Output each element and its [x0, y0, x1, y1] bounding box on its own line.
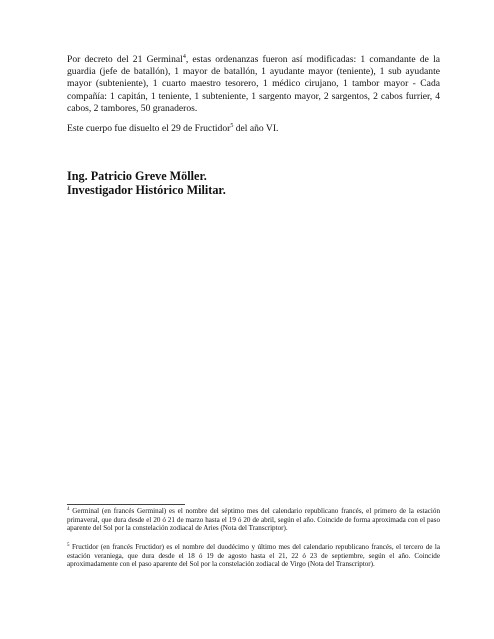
signature-name: Ing. Patricio Greve Möller.	[67, 169, 207, 183]
body-paragraph-dissolution	[67, 123, 440, 135]
body-paragraph-decree	[67, 54, 440, 115]
footnote-number: 4	[67, 507, 70, 512]
paragraph-text: Este cuerpo fue disuelto el 29 de Fructidor	[67, 123, 231, 134]
footnote-text: Fructidor (en francés Fructidor) es el nombre del duodécimo y último mes del calendario republicano francés, el tercero de la estación veraniega, que dura desde el 18 ó 19 de agosto hasta el 21, 22 ó 23 de septiembre, según el año. Coincide aproximadamente con el paso aparente del Sol por la constelación zodiacal de Virgo (Nota del Transcriptor).	[67, 543, 440, 569]
signature-title: Investigador Histórico Militar.	[67, 183, 226, 197]
footnote-ref-4[interactable]: 4	[182, 54, 186, 60]
footnote-separator	[67, 504, 185, 505]
paragraph-text: del año VI.	[233, 123, 279, 134]
footnote-ref-5[interactable]: 5	[230, 123, 234, 129]
footnote-4	[67, 507, 440, 533]
footnote-5	[67, 543, 440, 569]
paragraph-text: Por decreto del 21 Germinal	[67, 54, 183, 65]
footnote-text: Germinal (en francés Germinal) es el nombre del séptimo mes del calendario republicano francés, el primero de la estación primaveral, que dura desde el 20 ó 21 de marzo hasta el 19 ó 20 de abril, según el año. Coincide de forma aproximada con el paso aparente del Sol por la constelación zodiacal de Aries (Nota del Transcriptor).	[67, 507, 440, 533]
paragraph-text: , estas ordenanzas fueron así modificadas: 1 comandante de la guardia (jefe de batallón), 1 mayor de batallón, 1 ayudante mayor (teniente), 1 sub ayudante mayor (subteniente), 1 cuarto maestro tesorero, 1 médico cirujano, 1 tambor mayor - Cada compañía: 1 capitán, 1 teniente, 1 subteniente, 1 sargento mayor, 2 sargentos, 2 cabos furrier, 4 cabos, 2 tambores, 50 granaderos.	[67, 54, 441, 114]
footnote-number: 5	[67, 543, 70, 548]
